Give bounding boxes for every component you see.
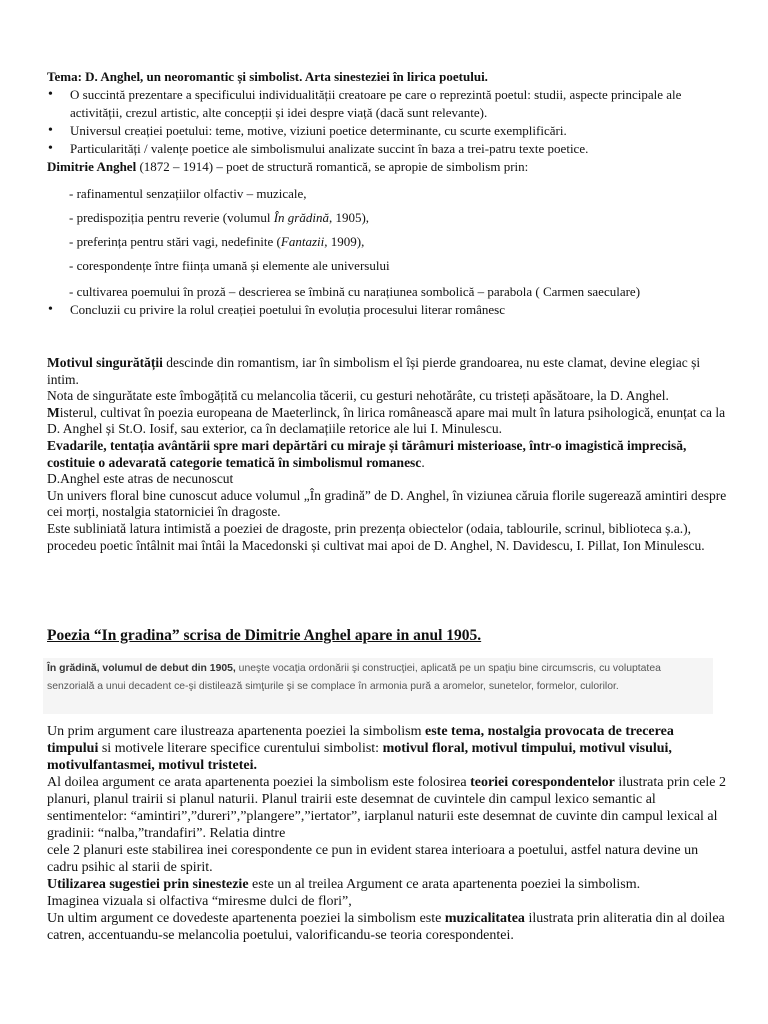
outline-bullet-list [47,86,727,158]
argument-4-text: Un ultim argument ce dovedeste apartenenta poeziei la simbolism este [47,911,445,926]
argument-4-term: muzicalitatea [444,911,525,926]
outline-bullet-1: • O succintă prezentare a specificului individualității creatoare pe care o reprezintă poetul: studii, aspecte principale ale activității, crezul artistic, alte concepții și idei despre viață (dacă sunt relevante). [47,86,727,122]
quote-text: uneşte vocaţia ordonării şi construcţiei, aplicată pe un spaţiu bine circumscris, cu voluptatea senzorială a unui decadent ce-şi distilează simţurile şi se complace în armonia pură a aromelor, sunetelor, formelor, culorilor. [47,663,661,692]
floral-paragraph: Un univers floral bine cunoscut aduce volumul „În gradină” de D. Anghel, în viziunea căruia florile sugerează amintiri despre cei morți, nostalgia statorniciei în dragoste. [47,487,727,520]
argument-1-motifs: motivul floral, motivul timpului, motivul visului, motivulfantasmei, motivul tristetei. [47,741,672,773]
outline-section [47,68,727,319]
solitude-term: Motivul singurătății [47,355,163,370]
feature-item-3-text: - preferința pentru stări vagi, nedefinite ( [69,234,281,249]
feature-item-1: - rafinamentul senzațiilor olfactiv – muzicale, [69,186,307,201]
anghel-intro-text: (1872 – 1914) – poet de structură romantică, se apropie de simbolism prin: [136,159,529,174]
feature-item-3-title: Fantazii [280,234,325,249]
mystery-term: isterul [59,404,94,420]
argument-1-theme: este tema, nostalgia provocata de trecerea timpului [47,724,674,756]
argument-2-continued: cele 2 planuri este stabilirea inei corespondente ce pun in evident starea interioara a poetului, astfel natura devine un cadru psihic al starii de spirit. [47,843,699,875]
mystery-paragraph [47,405,727,438]
quote-box [43,658,713,714]
feature-item-4: - corespondențe între ființa umană și elemente ale universului [69,258,390,273]
unknown-paragraph: D.Anghel este atras de necunoscut [47,471,234,487]
conclusion-bullet: • Concluzii cu privire la rolul creației poetului în evoluția procesului literar românesc [47,301,727,319]
argument-2-text-2: ilustrata prin cele 2 planuri, planul trairii si planul naturii. Planul trairii este desemnat de cuvintele din campul lexico semantic al sentimentelor: “amintiri”,”dureri”,”plangere”,”iertator”, iarplanul naturii este desemnat de cuvinte din campul lexical al gradinii: “nalba,”trandafiri”. Relatia dintre [47,775,727,841]
quote-bold-text: În grădină, volumul de debut din 1905, [47,663,236,674]
anghel-intro [47,158,727,176]
poem-heading: Poezia “In gradina” scrisa de Dimitrie Anghel apare in anul 1905. [47,627,482,644]
feature-item-2-text: - predispoziția pentru reverie (volumul [69,210,274,225]
mystery-text: , cultivat în poezia europeana de Maeterlinck, în lirica românească apare mai mult în latura psihologică, enunțat ca la D. Anghel și St.O. Iosif, sau exterior, ca în declamațiile retorice ale lui I. Minulescu. [47,404,726,437]
topic-title: Tema: D. Anghel, un neoromantic și simbolist. Arta sinesteziei în lirica poetului. [47,69,488,84]
argument-4-text-2: ilustrata prin aliteratia din al doilea catren, accentuandu-se melancolia poetului, valorificandu-se teoria corespondentei. [47,911,725,943]
outline-bullet-2: • Universul creației poetului: teme, motive, viziuni poetice determinante, cu scurte exemplificări. [47,122,727,140]
escape-end: . [421,454,425,470]
argument-3-example: Imaginea vizuala si olfactiva “miresme dulci de flori”, [47,894,352,909]
feature-item-2-year: , 1905), [328,210,370,225]
argument-4 [47,910,727,944]
feature-item-3 [47,230,727,254]
feature-item-2-title: În grădină [273,210,329,225]
intimacy-paragraph: Este subliniată latura intimistă a poeziei de dragoste, prin prezența obiectelor (odaia, tablourile, scrinul, biblioteca ș.a.), procedeu poetic întâlnit mai întâi la Macedonski și cultivat mai apoi de D. Anghel, N. Davidescu, I. Pillat, Ion Minulescu. [47,520,705,553]
argument-3-term: Utilizarea sugestiei prin sinestezie [47,877,249,892]
escape-paragraph [47,438,727,471]
argument-3-text: este un al treilea Argument ce arata apartenenta poeziei la simbolism. [248,877,641,892]
feature-item-5: - cultivarea poemului în proză – descrierea se îmbină cu narațiunea sombolică – parabola ( Carmen saeculare) [69,284,641,299]
argument-1-text: Un prim argument care ilustreaza apartenenta poeziei la simbolism [47,724,425,739]
outline-bullet-3: • Particularități / valențe poetice ale simbolismului analizate succint în baza a trei-patru texte poetice. [47,140,727,158]
argument-2-term: teoriei corespondentelor [470,775,615,790]
feature-item-3-year: , 1909), [324,234,365,249]
argument-3 [47,876,727,893]
silence-paragraph: Nota de singurătate este îmbogățită cu melancolia tăcerii, cu gesturi nehotărâte, cu tristeți apăsătoare, la D. Anghel. [47,388,669,404]
solitude-text: descinde din romantism, iar în simbolism el își pierde grandoarea, nu este clamat, devine elegiac și intim. [47,355,701,387]
conclusion-bullet-list [47,301,727,319]
themes-section [47,355,727,554]
argument-2-text: Al doilea argument ce arata apartenenta poeziei la simbolism este folosirea [47,775,471,790]
anghel-name: Dimitrie Anghel [47,159,137,174]
mystery-initial: M [47,404,60,420]
solitude-paragraph [47,355,727,388]
arguments-section [47,723,727,944]
argument-1-text-2: si motivele literare specifice curentului simbolist: [98,741,383,756]
argument-2 [47,774,727,842]
argument-1 [47,723,727,774]
escape-text: Evadarile, tentația avântării spre mari depărtări cu miraje și tărâmuri misterioase, într-o imagistică imprecisă, costituie o adevarată categorie tematică în simbolismul romanesc [47,437,687,470]
feature-item-2 [47,206,727,230]
